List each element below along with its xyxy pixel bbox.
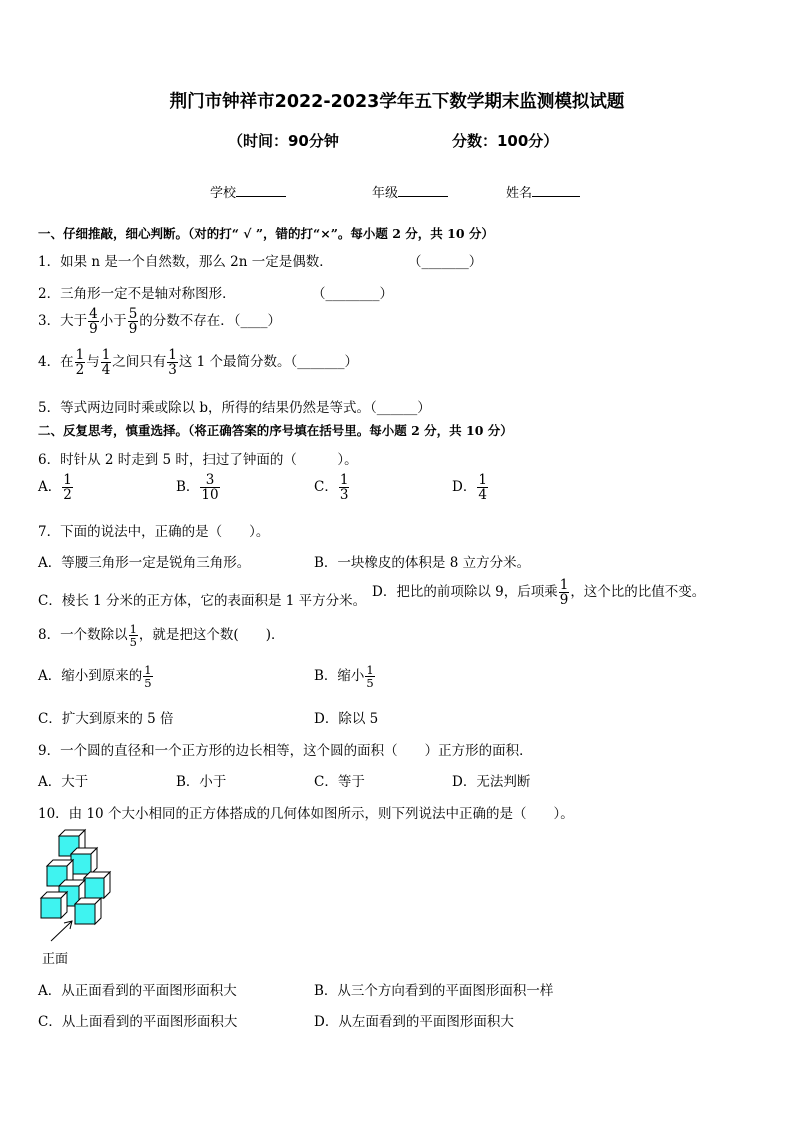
cube-stack-figure: [38, 828, 133, 968]
q10-option-d[interactable]: D．从左面看到的平面图形面积大: [314, 1014, 514, 1030]
q8-option-d[interactable]: D．除以 5: [314, 711, 379, 727]
q7-option-b[interactable]: B．一块橡皮的体积是 8 立方分米。: [314, 555, 531, 571]
fraction-denominator: 9: [89, 321, 98, 338]
figure-label-front: 正面: [42, 952, 69, 967]
q9-option-a[interactable]: A．大于: [38, 774, 89, 790]
q7-option-c[interactable]: C．棱长 1 分米的正方体，它的表面积是 1 平方分米。: [38, 593, 367, 609]
question-9: 9．一个圆的直径和一个正方形的边长相等，这个圆的面积（ ）正方形的面积．: [38, 743, 533, 759]
cube-2: [71, 848, 97, 874]
question-3: 3．大于 $\frac{4}{9}$ 小于 $\frac{5}{9}$ 的分数不存在．（____）: [38, 306, 282, 338]
q6-option-d[interactable]: D． $\frac{1}{4}$: [452, 472, 487, 504]
name-label: 姓名: [506, 186, 533, 201]
section2-heading: 二、反复思考，慎重选择。（将正确答案的序号填在括号里。每小题 2 分，共 10 分）: [38, 423, 513, 438]
grade-label: 年级: [372, 186, 399, 201]
question-2: 2．三角形一定不是轴对称图形．: [38, 286, 236, 302]
question-6: 6．时针从 2 时走到 5 时，扫过了钟面的（ ）。: [38, 452, 358, 468]
question-10: 10．由 10 个大小相同的正方体搭成的几何体如图所示，则下列说法中正确的是（ ）。: [38, 806, 574, 822]
question-8: 8．一个数除以 $\frac{1}{5}$ ，就是把这个数( )．: [38, 622, 285, 650]
question-7: 7．下面的说法中，正确的是（ ）。: [38, 524, 270, 540]
q9-option-b[interactable]: B．小于: [176, 774, 227, 790]
school-field[interactable]: [210, 182, 286, 201]
name-field[interactable]: [506, 182, 580, 201]
q8-option-a[interactable]: A．缩小到原来的 $\frac{1}{5}$: [38, 663, 152, 691]
question-1-answer[interactable]: （_______）: [408, 254, 483, 270]
q7-option-a[interactable]: A．等腰三角形一定是锐角三角形。: [38, 555, 251, 571]
cube-6: [41, 892, 67, 918]
q8-option-b[interactable]: B．缩小 $\frac{1}{5}$: [314, 663, 374, 691]
school-label: 学校: [210, 186, 237, 201]
q9-option-d[interactable]: D．无法判断: [452, 774, 531, 790]
page-title: 荆门市钟祥市2022-2023学年五下数学期末监测模拟试题: [169, 92, 625, 112]
q10-option-c[interactable]: C．从上面看到的平面图形面积大: [38, 1014, 238, 1030]
question-1: 1．如果 n 是一个自然数，那么 2n 一定是偶数．: [38, 254, 333, 270]
fraction-denominator: 9: [128, 321, 138, 338]
question-5: 5．等式两边同时乘或除以 b，所得的结果仍然是等式。（______）: [38, 400, 431, 416]
front-arrow-icon: [51, 921, 72, 941]
grade-field[interactable]: [372, 182, 448, 201]
exam-score: 分数：100分）: [452, 132, 559, 150]
exam-time: （时间：90分钟: [228, 132, 339, 150]
fraction-numerator: 5: [128, 306, 138, 322]
q9-option-c[interactable]: C．等于: [314, 774, 365, 790]
q10-option-b[interactable]: B．从三个方向看到的平面图形面积一样: [314, 983, 554, 999]
question-2-answer[interactable]: （________）: [312, 286, 393, 302]
cube-4: [84, 872, 110, 898]
section1-heading: 一、仔细推敲，细心判断。（对的打“ √ ”，错的打“×”。每小题 2 分，共 10 分）: [38, 226, 494, 241]
q8-option-c[interactable]: C．扩大到原来的 5 倍: [38, 711, 174, 727]
question-4: 4．在 $\frac{1}{2}$ 与 $\frac{1}{4}$ 之间只有 $\frac{1}{3}$ 这 1 个最简分数。（_______）: [38, 347, 359, 379]
q6-option-c[interactable]: C． $\frac{1}{3}$: [314, 472, 349, 504]
q6-option-a[interactable]: A． $\frac{1}{2}$: [38, 472, 72, 504]
q6-option-b[interactable]: B． $\frac{3}{10}$: [176, 472, 219, 504]
cube-7: [75, 898, 101, 924]
q7-option-d[interactable]: D．把比的前项除以 9，后项乘 $\frac{1}{9}$ ，这个比的比值不变。: [372, 577, 706, 609]
q10-option-a[interactable]: A．从正面看到的平面图形面积大: [38, 983, 237, 999]
fraction-numerator: 4: [89, 306, 98, 322]
